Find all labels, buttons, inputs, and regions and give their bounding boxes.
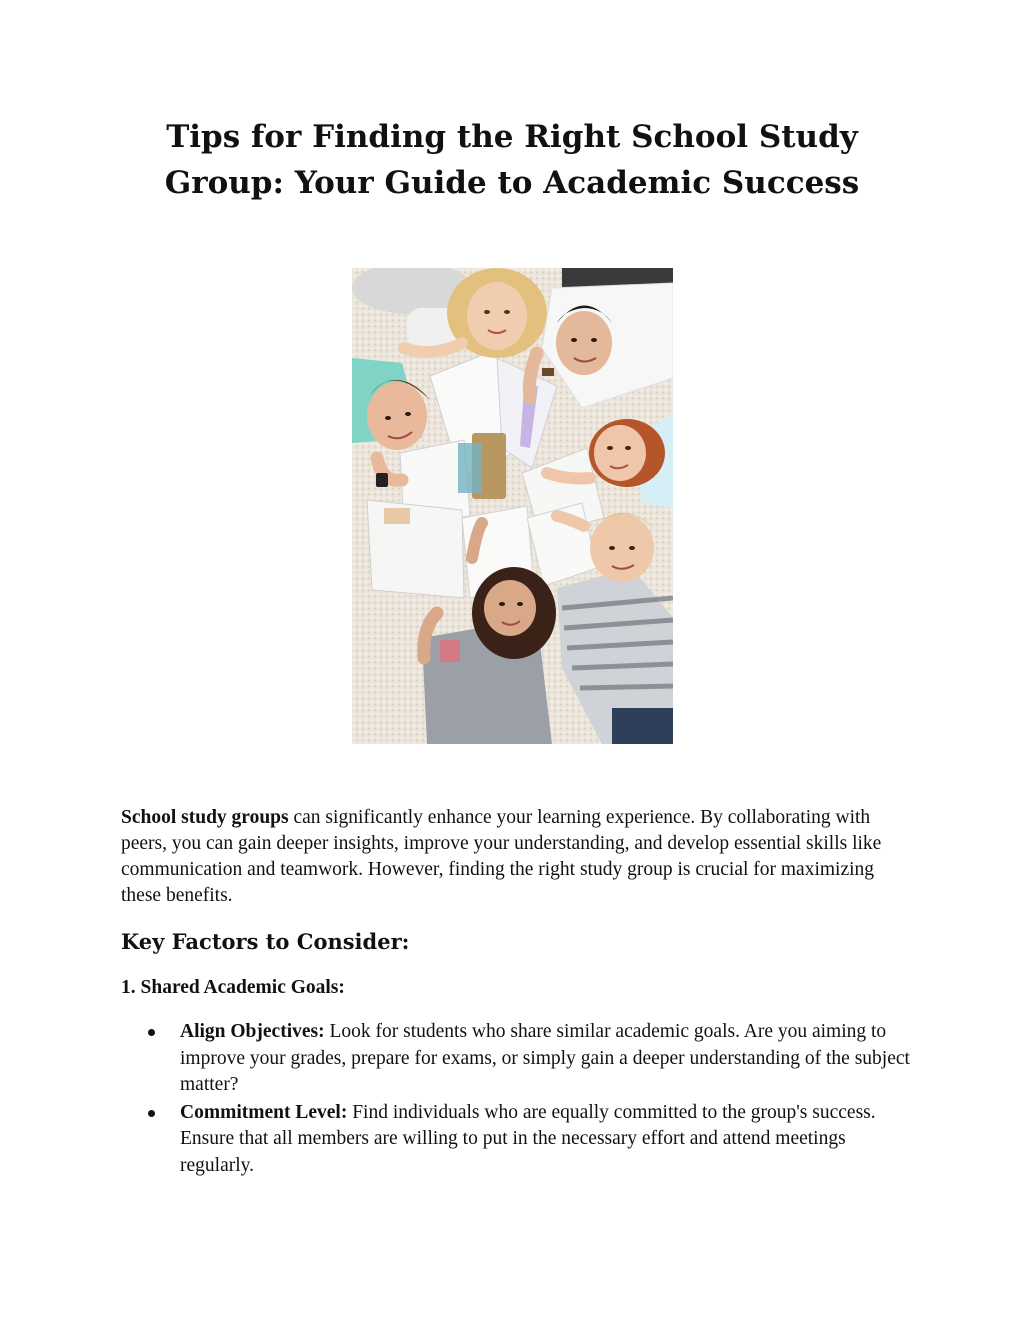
bullet-list — [180, 1019, 910, 1180]
list-item-label: Commitment Level: — [180, 1101, 348, 1123]
intro-paragraph — [121, 805, 911, 909]
list-item-text: Look for students who share similar academic goals. Are you aiming to improve your grades, prepare for exams, or simply gain a deeper understanding of the subject matter? — [180, 1021, 910, 1095]
intro-text: can significantly enhance your learning experience. By collaborating with peers, you can gain deeper insights, improve your understanding, and develop essential skills like communication and teamwork. However, finding the right study group is crucial for maximizing these benefits. — [121, 807, 882, 906]
title-line-1: Tips for Finding the Right School Study — [166, 119, 858, 155]
list-item — [180, 1019, 910, 1099]
section-heading: Key Factors to Consider: — [121, 929, 410, 954]
students-study-group-photo — [352, 268, 673, 744]
bullet-icon — [148, 1029, 155, 1036]
page-title — [0, 114, 1024, 206]
intro-bold-term: School study groups — [121, 807, 289, 828]
bullet-icon — [148, 1110, 155, 1117]
list-item-label: Align Objectives: — [180, 1021, 325, 1042]
list-item-text: Find individuals who are equally committed to the group's success. Ensure that all members are willing to put in the necessary effort and attend meetings regularly. — [180, 1101, 876, 1176]
section-subheading: 1. Shared Academic Goals: — [121, 977, 345, 998]
title-line-2: Group: Your Guide to Academic Success — [164, 165, 860, 201]
list-item — [180, 1100, 910, 1180]
